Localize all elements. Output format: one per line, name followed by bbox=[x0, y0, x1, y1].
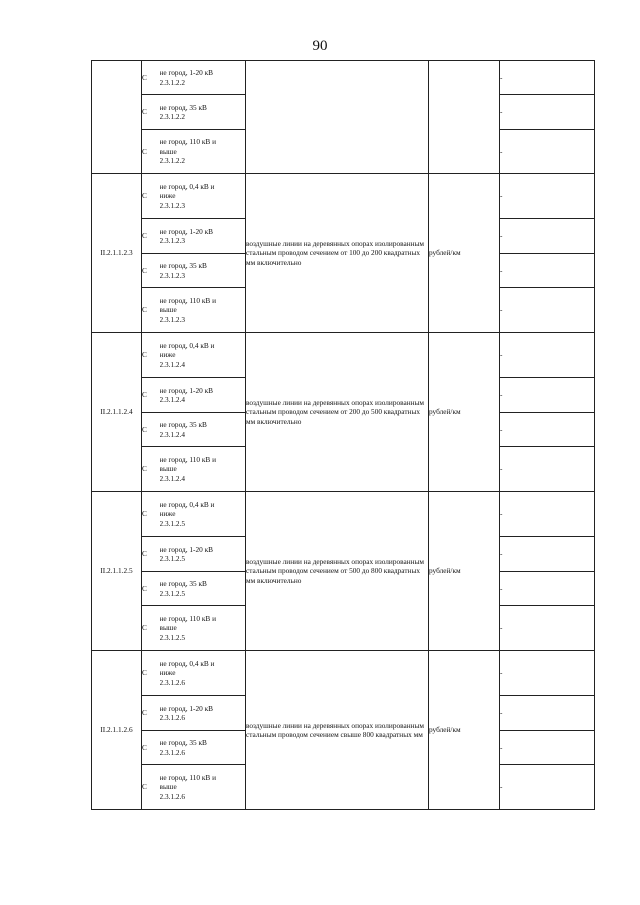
category-line: не город, 35 кВ bbox=[159, 579, 207, 588]
category-code: 2.3.1.2.2 bbox=[159, 77, 186, 87]
row-letter: С bbox=[142, 288, 160, 333]
category-code: 2.3.1.2.5 bbox=[159, 518, 186, 528]
category-code: 2.3.1.2.4 bbox=[159, 429, 186, 439]
category-line: не город, 110 кВ и bbox=[159, 454, 217, 464]
row-category bbox=[160, 537, 246, 572]
category-line: не город, 1-20 кВ bbox=[159, 385, 213, 395]
row-category bbox=[160, 219, 246, 254]
row-value: - bbox=[500, 288, 595, 333]
category-code: 2.3.1.2.3 bbox=[159, 200, 186, 210]
group-code: II.2.1.1.2.4 bbox=[92, 333, 142, 492]
row-value: - bbox=[500, 731, 595, 765]
row-value: - bbox=[500, 378, 595, 413]
category-line: не город, 110 кВ и bbox=[159, 772, 217, 782]
group-unit: рублей/км bbox=[429, 492, 500, 651]
category-code: 2.3.1.2.5 bbox=[159, 554, 186, 563]
category-line: не город, 0,4 кВ и bbox=[159, 499, 215, 509]
group-code: II.2.1.1.2.3 bbox=[92, 174, 142, 333]
row-value: - bbox=[500, 174, 595, 219]
category-code: 2.3.1.2.6 bbox=[159, 713, 186, 722]
row-letter: С bbox=[142, 61, 160, 95]
row-category bbox=[160, 378, 246, 413]
row-letter: С bbox=[142, 492, 160, 537]
table-row bbox=[92, 333, 595, 378]
table-row bbox=[92, 651, 595, 696]
category-line: не город, 35 кВ bbox=[159, 102, 207, 112]
category-line-continued: выше bbox=[159, 146, 177, 156]
category-line: не город, 35 кВ bbox=[159, 738, 207, 747]
category-line: не город, 35 кВ bbox=[159, 261, 207, 270]
row-value: - bbox=[500, 219, 595, 254]
row-letter: С bbox=[142, 219, 160, 254]
category-code: 2.3.1.2.3 bbox=[159, 236, 186, 245]
row-category bbox=[160, 130, 246, 174]
row-category bbox=[160, 174, 246, 219]
category-line: не город, 0,4 кВ и bbox=[159, 340, 215, 350]
group-code bbox=[92, 61, 142, 174]
row-letter: С bbox=[142, 447, 160, 492]
group-description bbox=[246, 61, 429, 174]
category-code: 2.3.1.2.5 bbox=[159, 588, 186, 598]
row-category bbox=[160, 95, 246, 130]
row-category bbox=[160, 254, 246, 288]
group-code: II.2.1.1.2.6 bbox=[92, 651, 142, 810]
row-category bbox=[160, 651, 246, 696]
table-row bbox=[92, 174, 595, 219]
row-category bbox=[160, 447, 246, 492]
row-letter: С bbox=[142, 378, 160, 413]
row-value: - bbox=[500, 61, 595, 95]
row-letter: С bbox=[142, 130, 160, 174]
page-number: 90 bbox=[312, 38, 328, 54]
row-value: - bbox=[500, 606, 595, 651]
row-value: - bbox=[500, 254, 595, 288]
category-line-continued: ниже bbox=[159, 191, 176, 201]
group-description: воздушные линии на деревянных опорах изолированным стальным проводом сечением свыше 800 квадратных мм bbox=[246, 651, 429, 810]
category-line-continued: ниже bbox=[159, 509, 176, 519]
category-code: 2.3.1.2.5 bbox=[159, 632, 186, 642]
row-value: - bbox=[500, 492, 595, 537]
row-category bbox=[160, 492, 246, 537]
category-code: 2.3.1.2.4 bbox=[159, 395, 186, 404]
row-letter: С bbox=[142, 765, 160, 810]
row-letter: С bbox=[142, 606, 160, 651]
group-unit: рублей/км bbox=[429, 174, 500, 333]
group-description: воздушные линии на деревянных опорах изолированным стальным проводом сечением от 200 до 500 квадратных мм включительно bbox=[246, 333, 429, 492]
category-line: не город, 1-20 кВ bbox=[159, 544, 213, 554]
row-category bbox=[160, 413, 246, 447]
row-letter: С bbox=[142, 333, 160, 378]
row-category bbox=[160, 288, 246, 333]
group-unit: рублей/км bbox=[429, 333, 500, 492]
category-line-continued: выше bbox=[159, 782, 177, 792]
category-line: не город, 110 кВ и bbox=[159, 137, 217, 147]
row-category bbox=[160, 61, 246, 95]
row-value: - bbox=[500, 413, 595, 447]
category-code: 2.3.1.2.2 bbox=[159, 156, 186, 166]
group-description: воздушные линии на деревянных опорах изолированным стальным проводом сечением от 500 до 800 квадратных мм включительно bbox=[246, 492, 429, 651]
category-code: 2.3.1.2.6 bbox=[159, 747, 186, 757]
row-value: - bbox=[500, 651, 595, 696]
table-row bbox=[92, 61, 595, 95]
row-value: - bbox=[500, 447, 595, 492]
category-line: не город, 1-20 кВ bbox=[159, 226, 213, 236]
row-category bbox=[160, 572, 246, 606]
row-letter: С bbox=[142, 254, 160, 288]
category-code: 2.3.1.2.3 bbox=[159, 270, 186, 280]
table-row bbox=[92, 492, 595, 537]
table-body bbox=[92, 61, 595, 810]
group-description: воздушные линии на деревянных опорах изолированным стальным проводом сечением от 100 до 200 квадратных мм включительно bbox=[246, 174, 429, 333]
category-code: 2.3.1.2.6 bbox=[159, 791, 186, 801]
category-line-continued: выше bbox=[159, 305, 177, 315]
category-code: 2.3.1.2.3 bbox=[159, 314, 186, 324]
category-code: 2.3.1.2.4 bbox=[159, 473, 186, 483]
category-line-continued: выше bbox=[159, 464, 177, 474]
row-letter: С bbox=[142, 731, 160, 765]
category-line-continued: ниже bbox=[159, 668, 176, 678]
row-value: - bbox=[500, 537, 595, 572]
row-category bbox=[160, 731, 246, 765]
category-line-continued: выше bbox=[159, 623, 177, 633]
category-line: не город, 1-20 кВ bbox=[159, 68, 213, 77]
category-line: не город, 35 кВ bbox=[159, 420, 207, 429]
category-line: не город, 0,4 кВ и bbox=[159, 181, 215, 191]
row-letter: С bbox=[142, 413, 160, 447]
row-letter: С bbox=[142, 537, 160, 572]
row-letter: С bbox=[142, 95, 160, 130]
row-value: - bbox=[500, 95, 595, 130]
row-value: - bbox=[500, 333, 595, 378]
row-value: - bbox=[500, 130, 595, 174]
row-letter: С bbox=[142, 651, 160, 696]
row-value: - bbox=[500, 696, 595, 731]
category-line: не город, 110 кВ и bbox=[159, 613, 217, 623]
row-category bbox=[160, 696, 246, 731]
category-code: 2.3.1.2.2 bbox=[159, 112, 186, 121]
group-unit bbox=[429, 61, 500, 174]
category-line: не город, 110 кВ и bbox=[159, 295, 217, 305]
category-line-continued: ниже bbox=[159, 350, 176, 360]
category-code: 2.3.1.2.4 bbox=[159, 359, 186, 369]
category-line: не город, 0,4 кВ и bbox=[159, 658, 215, 668]
row-value: - bbox=[500, 765, 595, 810]
tariff-table bbox=[91, 60, 595, 810]
group-code: II.2.1.1.2.5 bbox=[92, 492, 142, 651]
row-category bbox=[160, 606, 246, 651]
row-letter: С bbox=[142, 696, 160, 731]
category-code: 2.3.1.2.6 bbox=[159, 677, 186, 687]
group-unit: рублей/км bbox=[429, 651, 500, 810]
row-letter: С bbox=[142, 174, 160, 219]
row-letter: С bbox=[142, 572, 160, 606]
row-category bbox=[160, 333, 246, 378]
row-category bbox=[160, 765, 246, 810]
row-value: - bbox=[500, 572, 595, 606]
category-line: не город, 1-20 кВ bbox=[159, 703, 213, 713]
